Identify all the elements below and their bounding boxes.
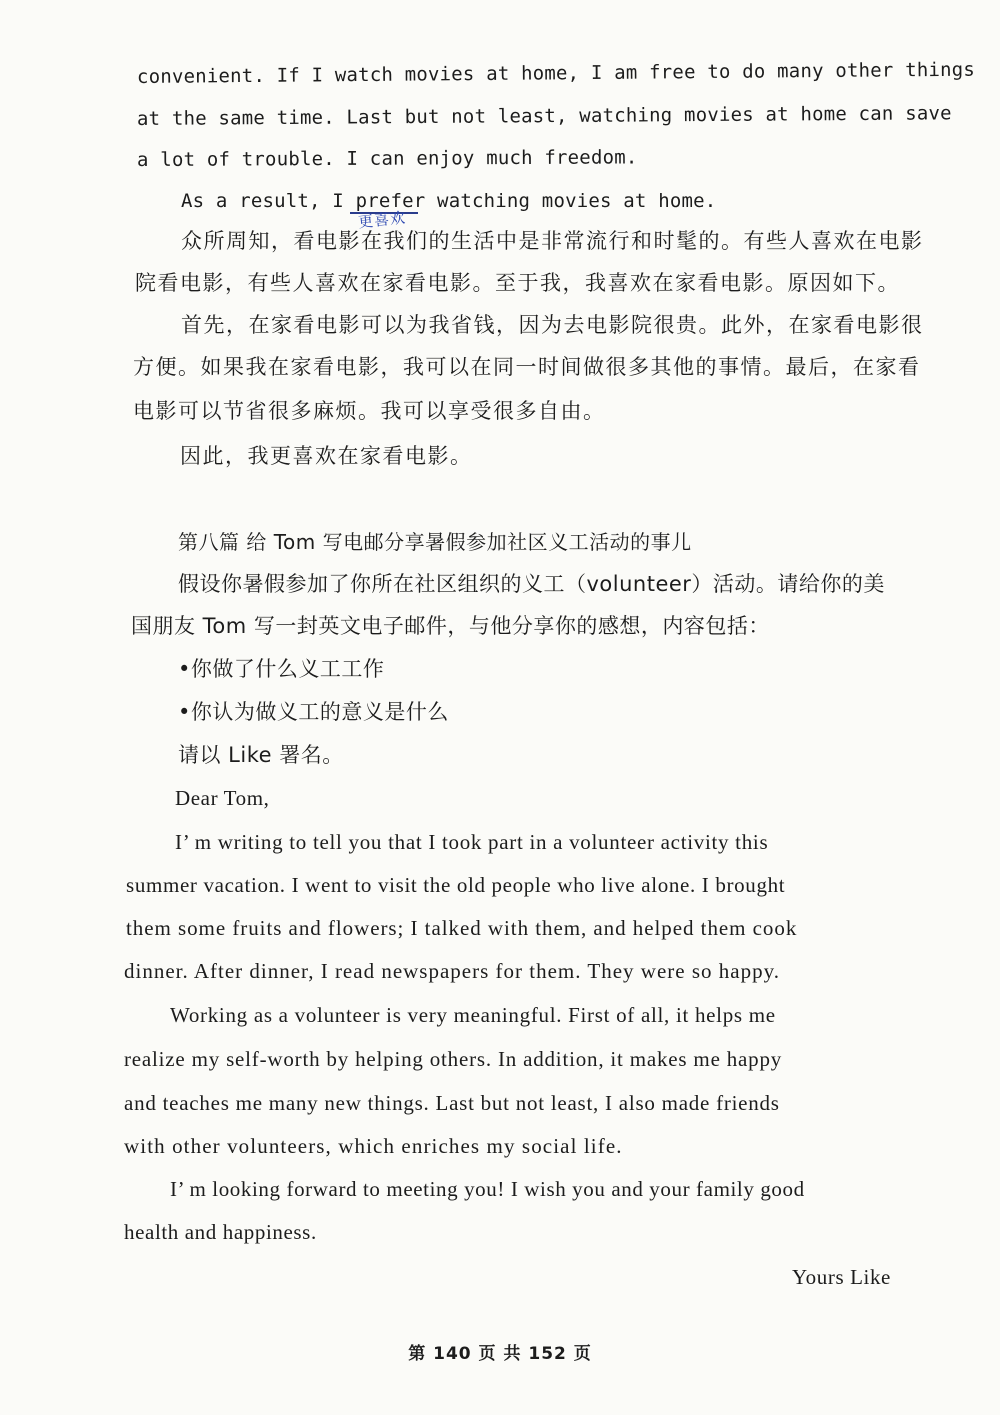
prompt-line: 国朋友 Tom 写一封英文电子邮件，与他分享你的感想，内容包括： <box>131 614 770 638</box>
essay7-line: a lot of trouble. I can enjoy much freedom. <box>136 146 638 171</box>
email-body-line: Working as a volunteer is very meaningful. First of all, it helps me <box>170 1003 776 1027</box>
email-body-line: them some fruits and flowers; I talked with them, and helped them cook <box>126 916 798 940</box>
translation-line: 院看电影，有些人喜欢在家看电影。至于我，我喜欢在家看电影。原因如下。 <box>135 271 900 295</box>
email-body-line: realize my self-worth by helping others. In addition, it makes me happy <box>124 1047 783 1071</box>
email-greeting: Dear Tom, <box>175 786 270 810</box>
translation-line: 首先，在家看电影可以为我省钱，因为去电影院很贵。此外，在家看电影很 <box>181 313 924 337</box>
email-body-line: I’ m writing to tell you that I took part in a volunteer activity this <box>175 830 769 854</box>
handwritten-annotation: 更喜欢 <box>357 208 407 232</box>
prompt-bullet: •你做了什么义工工作 <box>178 657 385 681</box>
essay7-conclusion: As a result, I prefer watching movies at home. <box>181 190 717 212</box>
email-body-line: health and happiness. <box>124 1220 317 1244</box>
prompt-bullet: •你认为做义工的意义是什么 <box>178 700 449 724</box>
translation-line: 因此，我更喜欢在家看电影。 <box>180 444 473 468</box>
essay7-line: convenient. If I watch movies at home, I am free to do many other things <box>136 58 976 88</box>
translation-line: 众所周知，看电影在我们的生活中是非常流行和时髦的。有些人喜欢在电影 <box>181 229 924 253</box>
email-body-line: and teaches me many new things. Last but not least, I also made friends <box>124 1091 780 1115</box>
email-body-line: I’ m looking forward to meeting you! I wish you and your family good <box>170 1177 805 1201</box>
translation-line: 电影可以节省很多麻烦。我可以享受很多自由。 <box>133 399 606 423</box>
section-heading: 第八篇 给 Tom 写电邮分享暑假参加社区义工活动的事儿 <box>178 530 692 554</box>
prompt-line: 假设你暑假参加了你所在社区组织的义工（volunteer）活动。请给你的美 <box>178 572 885 596</box>
essay7-line: at the same time. Last but not least, watching movies at home can save <box>136 102 952 130</box>
translation-line: 方便。如果我在家看电影，我可以在同一时间做很多其他的事情。最后，在家看 <box>133 355 921 379</box>
email-signoff: Yours Like <box>792 1265 891 1289</box>
prompt-signature-instruction: 请以 Like 署名。 <box>178 743 344 767</box>
email-body-line: with other volunteers, which enriches my social life. <box>124 1134 623 1158</box>
email-body-line: summer vacation. I went to visit the old people who live alone. I brought <box>126 873 786 897</box>
page-number-footer: 第 140 页 共 152 页 <box>408 1344 592 1364</box>
email-body-line: dinner. After dinner, I read newspapers for them. They were so happy. <box>124 959 780 983</box>
